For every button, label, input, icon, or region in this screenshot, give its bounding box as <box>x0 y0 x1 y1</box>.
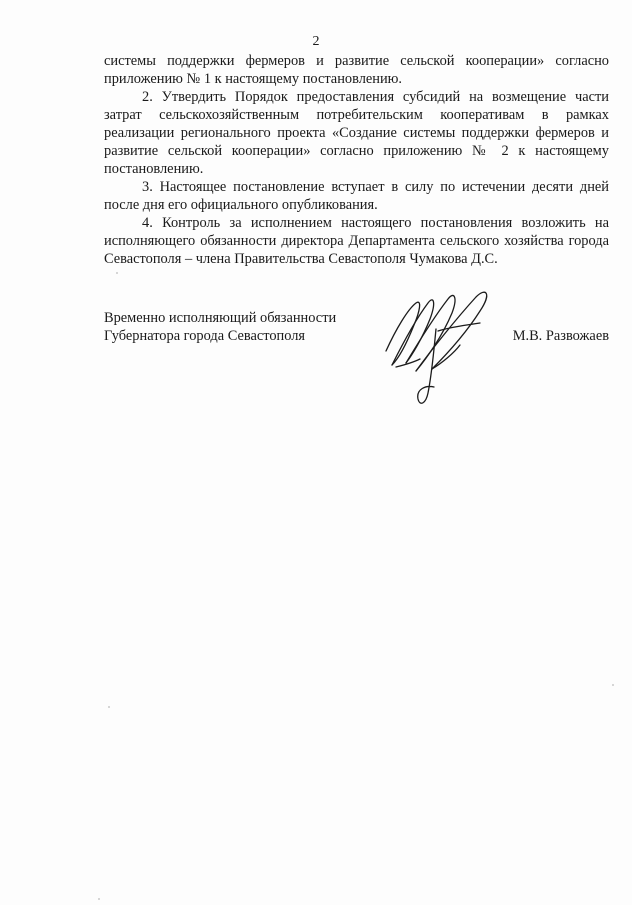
signatory-title <box>104 309 404 345</box>
scan-speck <box>108 706 110 708</box>
paragraph-item-4: 4. Контроль за исполнением настоящего постановления возложить на исполняющего обязанности директора Департамента сельского хозяйства города Севастополя – члена Правительства Севастополя Чумакова Д.С. <box>104 215 609 267</box>
document-body <box>104 52 609 268</box>
signatory-title-line-1: Временно исполняющий обязанности <box>104 310 337 326</box>
page-number: 2 <box>312 34 320 49</box>
signatory-name: М.В. Развожаев <box>512 328 609 344</box>
scan-speck <box>98 898 100 900</box>
handwritten-signature-icon <box>376 289 526 419</box>
paragraph-item-3: 3. Настоящее постановление вступает в силу по истечении десяти дней после дня его официального опубликования. <box>104 179 609 213</box>
scan-speck <box>612 684 614 686</box>
signatory-title-line-2: Губернатора города Севастополя <box>104 328 306 344</box>
signature-block <box>104 309 609 429</box>
paragraph-continuation: системы поддержки фермеров и развитие сельской кооперации» согласно приложению № 1 к настоящему постановлению. <box>104 53 609 87</box>
scan-speck <box>116 272 118 274</box>
paragraph-item-2: 2. Утвердить Порядок предоставления субсидий на возмещение части затрат сельскохозяйственным потребительским кооперативам в рамках реализации регионального проекта «Создание системы поддержки фермеров и развитие сельской кооперации» согласно приложению № 2 к настоящему постановлению. <box>104 89 609 177</box>
